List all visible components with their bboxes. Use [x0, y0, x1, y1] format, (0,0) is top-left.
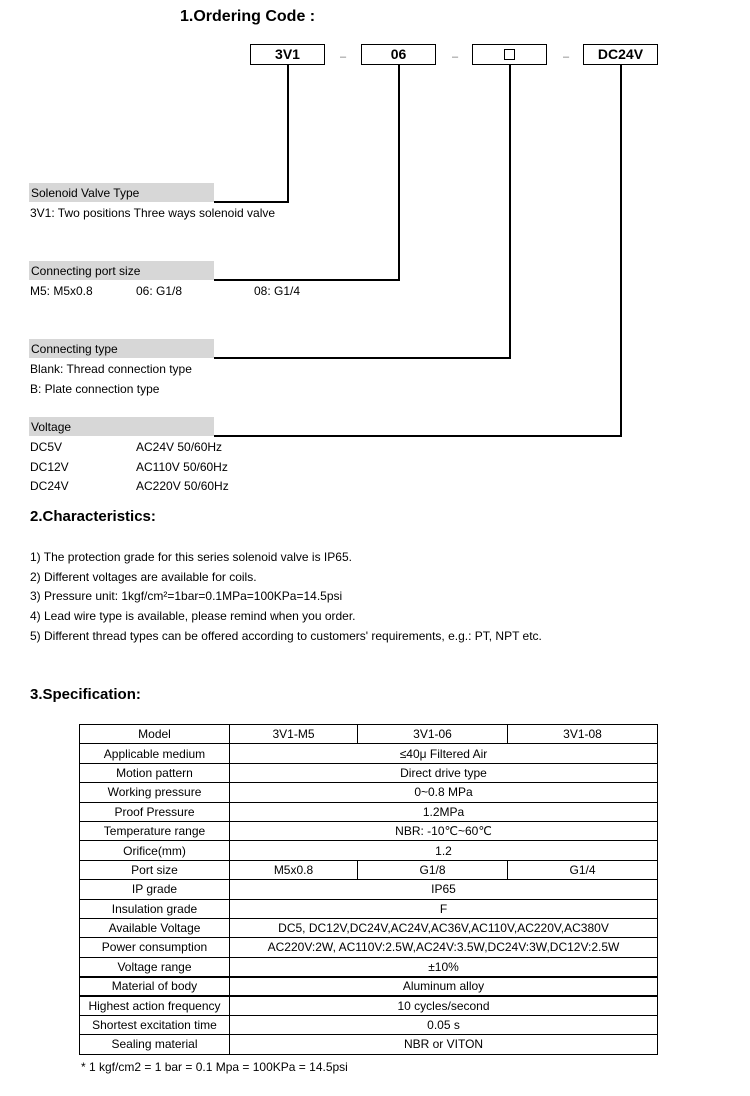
characteristic-item: 2) Different voltages are available for coils.	[30, 570, 257, 584]
voltage-dc: DC12V	[30, 460, 69, 474]
row-label: Motion pattern	[80, 763, 230, 782]
characteristic-item: 3) Pressure unit: 1kgf/cm²=1bar=0.1MPa=100KPa=14.5psi	[30, 589, 343, 603]
row-label: Temperature range	[80, 821, 230, 840]
row-value: M5x0.8	[230, 860, 358, 879]
table-row	[80, 996, 658, 1015]
connector-line	[398, 65, 400, 280]
row-value: DC5, DC12V,DC24V,AC24V,AC36V,AC110V,AC220V,AC380V	[230, 918, 658, 937]
table-row	[80, 860, 658, 879]
unit-footnote: * 1 kgf/cm2 = 1 bar = 0.1 Mpa = 100KPa = 14.5psi	[81, 1060, 348, 1074]
row-value: ≤40μ Filtered Air	[230, 744, 658, 763]
table-row	[80, 744, 658, 763]
row-value: NBR or VITON	[230, 1035, 658, 1054]
row-label: Port size	[80, 860, 230, 879]
row-value: IP65	[230, 880, 658, 899]
solenoid-type-desc: 3V1: Two positions Three ways solenoid valve	[30, 206, 276, 220]
table-row	[80, 1015, 658, 1034]
row-value: Direct drive type	[230, 763, 658, 782]
row-label: IP grade	[80, 880, 230, 899]
row-value: 0~0.8 MPa	[230, 783, 658, 802]
voltage-dc: DC24V	[30, 479, 69, 493]
characteristic-item: 4) Lead wire type is available, please remind when you order.	[30, 609, 356, 623]
row-label: Insulation grade	[80, 899, 230, 918]
voltage-ac: AC24V 50/60Hz	[136, 440, 223, 454]
row-value: 1.2	[230, 841, 658, 860]
port-option: 06: G1/8	[136, 284, 183, 298]
row-value: F	[230, 899, 658, 918]
connecting-type-title: Connecting type	[29, 339, 214, 358]
row-label: Sealing material	[80, 1035, 230, 1054]
connector-line	[214, 357, 511, 359]
table-row	[80, 725, 658, 744]
connector-line	[287, 65, 289, 202]
table-row	[80, 899, 658, 918]
row-label: Voltage range	[80, 957, 230, 976]
characteristics-heading: 2.Characteristics:	[30, 508, 156, 525]
row-value: 10 cycles/second	[230, 996, 658, 1015]
connector-line	[214, 201, 289, 203]
table-row	[80, 977, 658, 996]
blank-square-icon	[504, 49, 515, 60]
row-value: 1.2MPa	[230, 802, 658, 821]
connector-line	[509, 65, 511, 358]
row-label: Shortest excitation time	[80, 1015, 230, 1034]
specification-heading: 3.Specification:	[30, 686, 141, 703]
connector-line	[214, 279, 400, 281]
characteristic-item: 1) The protection grade for this series solenoid valve is IP65.	[30, 550, 352, 564]
table-row	[80, 1035, 658, 1054]
voltage-title: Voltage	[29, 417, 214, 436]
port-option: 08: G1/4	[254, 284, 301, 298]
row-label: Working pressure	[80, 783, 230, 802]
table-row	[80, 802, 658, 821]
table-row	[80, 841, 658, 860]
row-value: G1/4	[508, 860, 658, 879]
table-row	[80, 938, 658, 957]
row-value: ±10%	[230, 957, 658, 976]
row-label: Power consumption	[80, 938, 230, 957]
row-value: 0.05 s	[230, 1015, 658, 1034]
table-header-cell: 3V1-08	[508, 725, 658, 744]
code-separator: –	[340, 51, 347, 63]
code-connection	[472, 44, 547, 65]
table-header-cell: 3V1-06	[358, 725, 508, 744]
row-value: NBR: -10℃~60℃	[230, 821, 658, 840]
connector-line	[214, 435, 622, 437]
voltage-ac: AC220V 50/60Hz	[136, 479, 229, 493]
voltage-ac: AC110V 50/60Hz	[136, 460, 228, 474]
connecting-type-option: B: Plate connection type	[30, 382, 160, 396]
table-row	[80, 880, 658, 899]
code-port: 06	[361, 44, 436, 65]
row-label: Orifice(mm)	[80, 841, 230, 860]
table-row	[80, 957, 658, 976]
row-label: Available Voltage	[80, 918, 230, 937]
row-label: Applicable medium	[80, 744, 230, 763]
port-option: M5: M5x0.8	[30, 284, 93, 298]
connecting-type-option: Blank: Thread connection type	[30, 362, 192, 376]
ordering-heading: 1.Ordering Code :	[180, 8, 316, 25]
connector-line	[620, 65, 622, 436]
row-label: Proof Pressure	[80, 802, 230, 821]
table-row	[80, 918, 658, 937]
table-row	[80, 821, 658, 840]
table-header-cell: Model	[80, 725, 230, 744]
table-row	[80, 783, 658, 802]
row-label: Material of body	[80, 977, 230, 996]
row-value: AC220V:2W, AC110V:2.5W,AC24V:3.5W,DC24V:3W,DC12V:2.5W	[230, 938, 658, 957]
port-size-title: Connecting port size	[29, 261, 214, 280]
row-label: Highest action frequency	[80, 996, 230, 1015]
code-voltage: DC24V	[583, 44, 658, 65]
table-row	[80, 763, 658, 782]
code-series: 3V1	[250, 44, 325, 65]
table-header-cell: 3V1-M5	[230, 725, 358, 744]
solenoid-type-title: Solenoid Valve Type	[29, 183, 214, 202]
spec-table	[79, 724, 658, 1055]
characteristic-item: 5) Different thread types can be offered according to customers' requirements, e.g.: PT, NPT etc.	[30, 629, 542, 643]
code-separator: –	[452, 51, 459, 63]
row-value: G1/8	[358, 860, 508, 879]
row-value: Aluminum alloy	[230, 977, 658, 996]
voltage-dc: DC5V	[30, 440, 63, 454]
code-separator: –	[563, 51, 570, 63]
